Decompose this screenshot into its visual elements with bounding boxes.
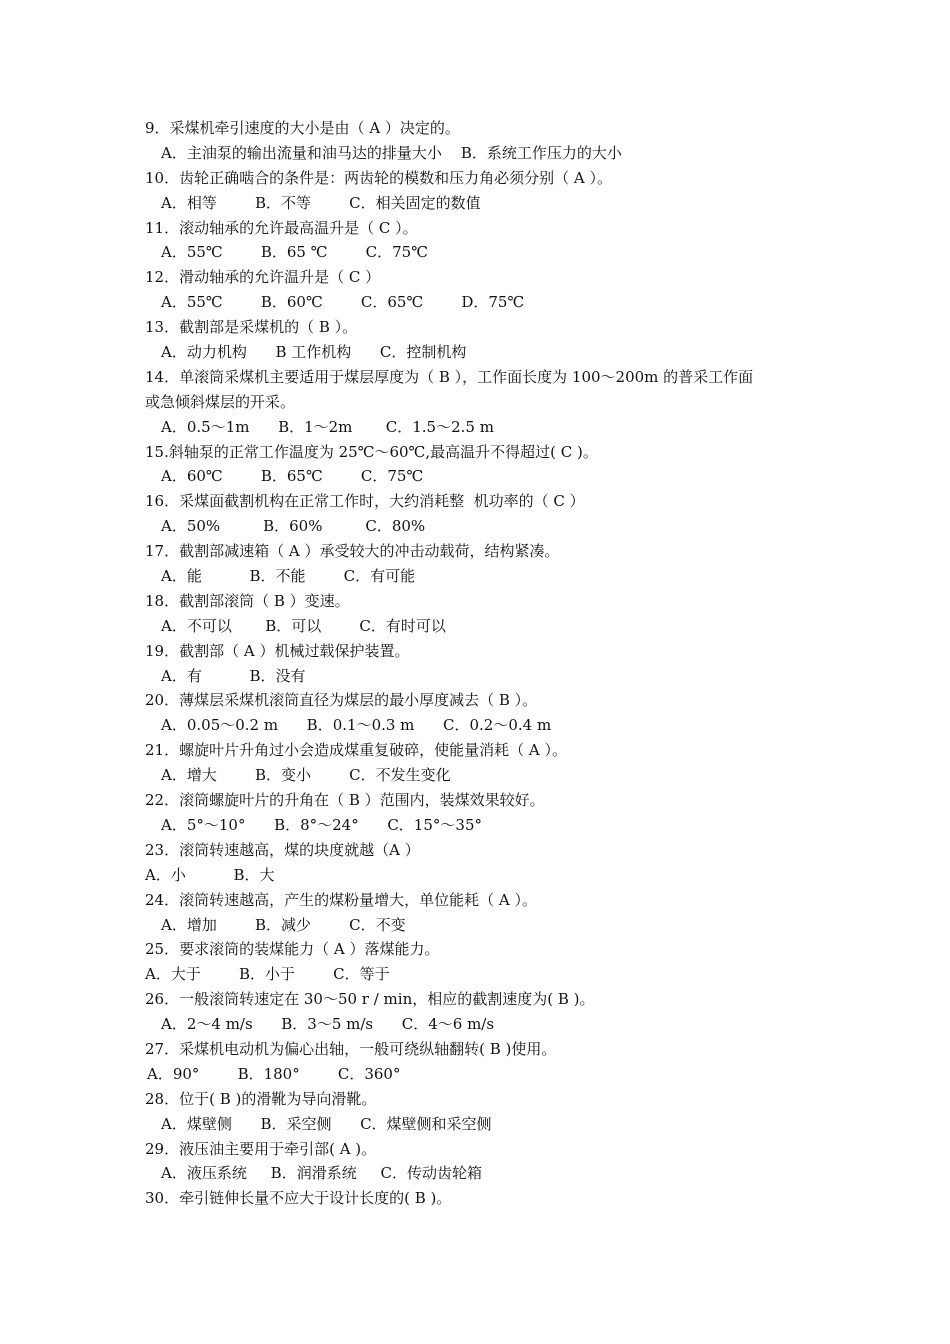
options-line: A．55℃ B．60℃ C．65℃ D．75℃ <box>161 293 525 312</box>
question-line: 13．截割部是采煤机的（ B ）。 <box>145 318 358 337</box>
options-line: A．相等 B．不等 C．相关固定的数值 <box>161 193 481 212</box>
question-line: 29．液压油主要用于牵引部( A )。 <box>145 1139 377 1158</box>
question-line: 19．截割部（ A ）机械过载保护装置。 <box>145 641 410 660</box>
options-line: A．0.05～0.2 m B．0.1～0.3 m C．0.2～0.4 m <box>161 716 552 735</box>
options-line: A．60℃ B．65℃ C．75℃ <box>161 467 424 486</box>
question-line: 20．薄煤层采煤机滚筒直径为煤层的最小厚度减去（ B ）。 <box>145 691 538 710</box>
options-line: A．主油泵的输出流量和油马达的排量大小 B．系统工作压力的大小 <box>161 143 622 162</box>
question-line: 15.斜轴泵的正常工作温度为 25℃～60℃,最高温升不得超过( C )。 <box>145 442 598 461</box>
question-line: 21．螺旋叶片升角过小会造成煤重复破碎，使能量消耗（ A ）。 <box>145 741 567 760</box>
options-line: A．液压系统 B．润滑系统 C．传动齿轮箱 <box>161 1164 483 1183</box>
question-line: 23．滚筒转速越高，煤的块度就越（A ） <box>145 840 420 859</box>
options-line: A．50% B．60% C．80% <box>161 517 426 536</box>
options-line: A．90° B．180° C．360° <box>147 1064 401 1083</box>
options-line: A．小 B．大 <box>145 865 275 884</box>
question-line: 12．滑动轴承的允许温升是（ C ） <box>145 268 381 287</box>
question-line: 22．滚筒螺旋叶片的升角在（ B ）范围内，装煤效果较好。 <box>145 791 545 810</box>
options-line: A．0.5～1m B．1～2m C．1.5～2.5 m <box>161 417 494 436</box>
options-line: A．2～4 m/s B．3～5 m/s C．4～6 m/s <box>161 1015 495 1034</box>
options-line: A．大于 B．小于 C．等于 <box>145 965 390 984</box>
options-line: A．5°～10° B．8°～24° C．15°～35° <box>161 815 482 834</box>
question-line: 9．采煤机牵引速度的大小是由（ A ）决定的。 <box>145 119 460 137</box>
question-list <box>145 116 825 1211</box>
options-line: A．增大 B．变小 C．不发生变化 <box>161 766 451 785</box>
options-line: A．增加 B．减少 C．不变 <box>161 915 406 934</box>
options-line: A．55℃ B．65 ℃ C．75℃ <box>161 243 428 262</box>
question-line: 14．单滚筒采煤机主要适用于煤层厚度为（ B ），工作面长度为 100～200m 的普采工作面 <box>145 367 754 386</box>
options-line: A．煤壁侧 B．采空侧 C．煤壁侧和采空侧 <box>161 1114 492 1133</box>
options-line: A．动力机构 B 工作机构 C．控制机构 <box>161 343 467 362</box>
question-line: 25．要求滚筒的装煤能力（ A ）落煤能力。 <box>145 940 440 959</box>
options-line: A．有 B．没有 <box>161 666 306 685</box>
question-line: 28．位于( B )的滑靴为导向滑靴。 <box>145 1089 377 1108</box>
question-line: 24．滚筒转速越高，产生的煤粉量增大，单位能耗（ A ）。 <box>145 890 537 909</box>
question-line: 27．采煤机电动机为偏心出轴，一般可绕纵轴翻转( B )使用。 <box>145 1039 557 1058</box>
question-line: 或急倾斜煤层的开采。 <box>145 392 296 411</box>
options-line: A．能 B．不能 C．有可能 <box>161 567 416 586</box>
options-line: A．不可以 B．可以 C．有时可以 <box>161 616 446 635</box>
question-line: 10．齿轮正确啮合的条件是：两齿轮的模数和压力角必须分别（ A ）。 <box>145 168 612 187</box>
question-line: 17．截割部减速箱（ A ）承受较大的冲击动载荷，结构紧凑。 <box>145 542 560 561</box>
question-line: 18．截割部滚筒（ B ）变速。 <box>145 591 350 610</box>
question-line: 26．一般滚筒转速定在 30～50 r / min，相应的截割速度为( B )。 <box>145 990 595 1009</box>
question-line: 16．采煤面截割机构在正常工作时，大约消耗整 机功率的（ C ） <box>145 492 585 511</box>
question-line: 11．滚动轴承的允许最高温升是（ C ）。 <box>145 218 418 237</box>
question-line: 30．牵引链伸长量不应大于设计长度的( B )。 <box>145 1189 452 1208</box>
